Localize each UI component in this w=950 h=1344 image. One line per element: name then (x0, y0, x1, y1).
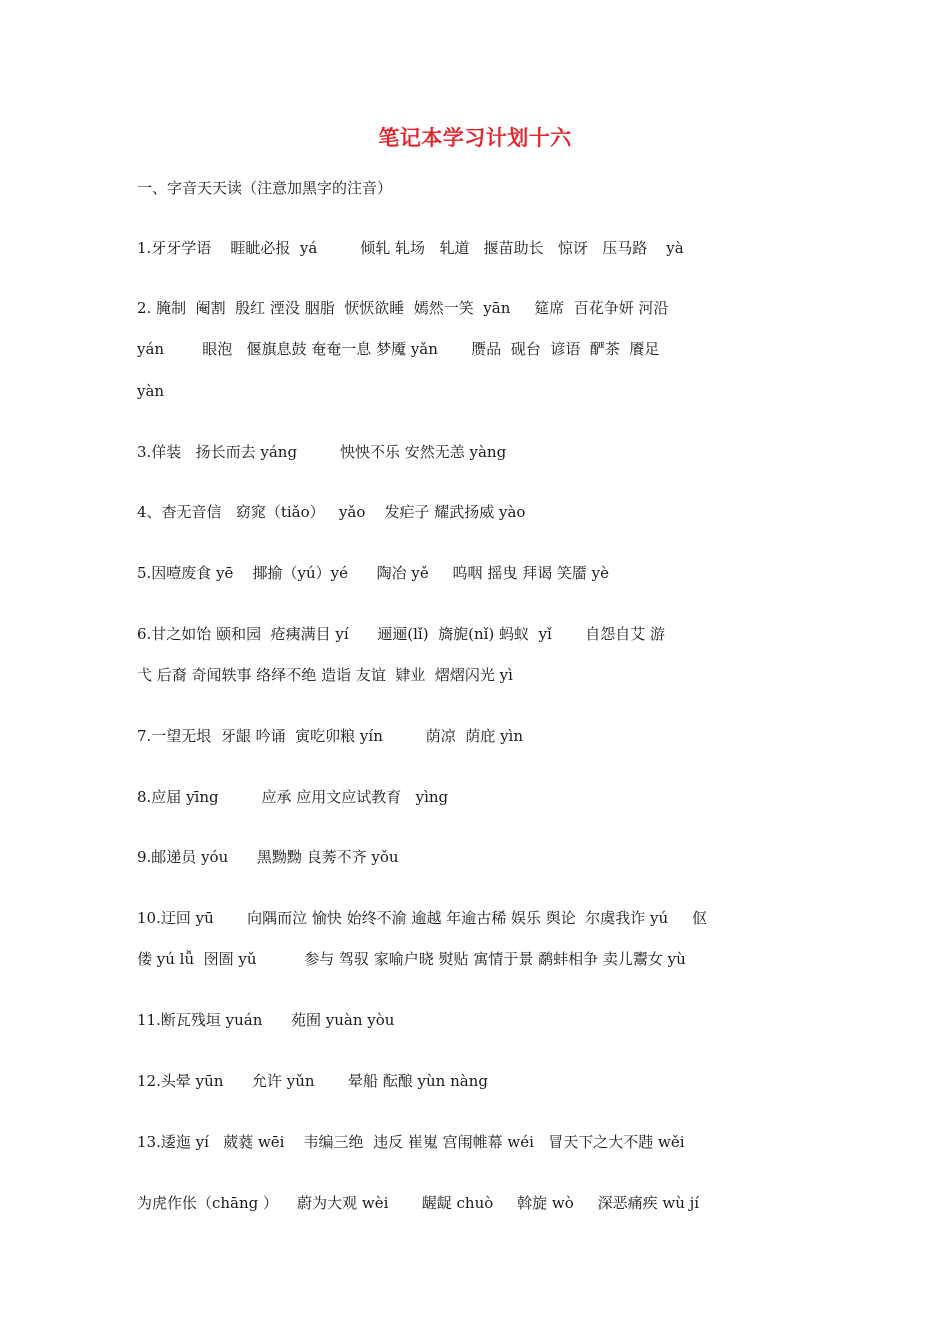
entry-line-13a: 13.逶迤 yí 葳蕤 wēi 韦编三绝 违反 崔嵬 宫闱帷幕 wéi 冒天下之大不韪 wěi (137, 1133, 685, 1151)
entry-line-2a: 2. 腌制 阉割 殷红 湮没 胭脂 恹恹欲睡 嫣然一笑 yān 筵席 百花争妍 河沿 (137, 299, 669, 317)
entry-line-13b: 为虎作伥（chāng ） 蔚为大观 wèi 龌龊 chuò 斡旋 wò 深恶痛疾 wù jí (137, 1194, 700, 1212)
entry-line-10b: 偻 yú lǚ 囹圄 yǔ 参与 驾驭 家喻户晓 熨贴 寓情于景 鹬蚌相争 卖儿鬻女 yù (137, 950, 686, 968)
entry-line-4: 4、杳无音信 窈窕（tiǎo） yǎo 发疟子 耀武扬威 yào (137, 503, 526, 521)
entry-line-1: 1.牙牙学语 睚眦必报 yá 倾轧 轧场 轧道 揠苗助长 惊讶 压马路 yà (137, 239, 684, 257)
entry-line-11: 11.断瓦残垣 yuán 苑囿 yuàn yòu (137, 1011, 395, 1029)
entry-line-10a: 10.迂回 yū 向隅而泣 愉快 始终不渝 逾越 年逾古稀 娱乐 舆论 尔虞我诈 yú 伛 (137, 909, 708, 927)
document-title: 笔记本学习计划十六 (378, 125, 572, 150)
section-heading: 一、字音天天读（注意加黑字的注音） (137, 179, 393, 197)
entry-line-2b: yán 眼泡 偃旗息鼓 奄奄一息 梦魇 yǎn 赝品 砚台 谚语 酽茶 餍足 (137, 340, 660, 358)
entry-line-6a: 6.甘之如饴 颐和园 疮痍满目 yí 逦逦(lǐ) 旖旎(nǐ) 蚂蚁 yǐ 自怨自艾 游 (137, 625, 665, 643)
entry-line-2c: yàn (137, 382, 165, 400)
entry-line-6b: 弋 后裔 奇闻轶事 络绎不绝 造诣 友谊 肄业 熠熠闪光 yì (137, 666, 513, 684)
entry-line-9: 9.邮递员 yóu 黑黝黝 良莠不齐 yǒu (137, 848, 399, 866)
entry-line-5: 5.因噎废食 yē 揶揄（yú）yé 陶冶 yě 呜咽 摇曳 拜谒 笑靥 yè (137, 564, 609, 582)
entry-line-3: 3.佯装 扬长而去 yáng 怏怏不乐 安然无恙 yàng (137, 443, 507, 461)
entry-line-12: 12.头晕 yūn 允许 yǔn 晕船 酝酿 yùn nàng (137, 1072, 488, 1090)
entry-line-7: 7.一望无垠 牙龈 吟诵 寅吃卯粮 yín 荫凉 荫庇 yìn (137, 727, 524, 745)
entry-line-8: 8.应届 yīng 应承 应用文应试教育 yìng (137, 788, 449, 806)
